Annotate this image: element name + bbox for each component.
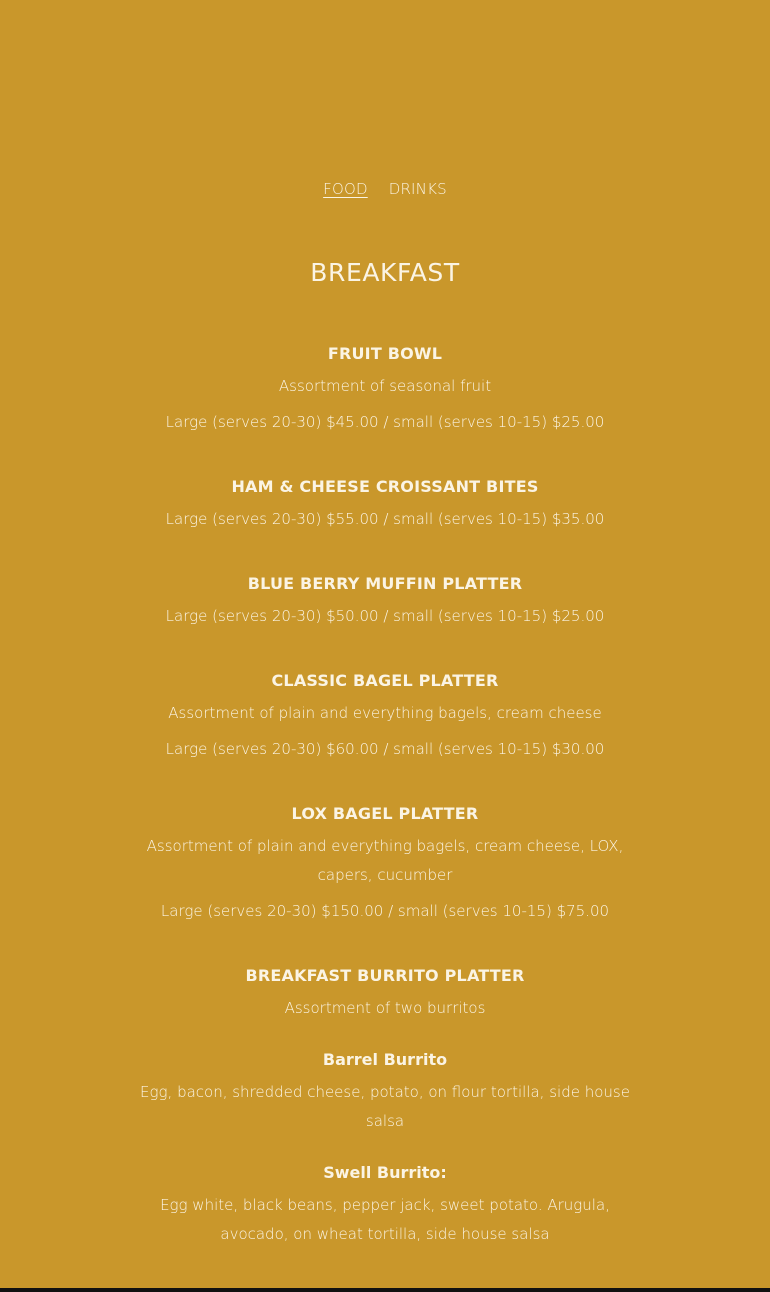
menu-item bbox=[125, 669, 645, 764]
section-title: BREAKFAST bbox=[310, 258, 460, 287]
menu-item-price: Large (serves 20-30) $55.00 / small (serves 10-15) $35.00 bbox=[165, 510, 605, 528]
burrito-name: Swell Burrito: bbox=[323, 1163, 447, 1182]
menu-item-name: CLASSIC BAGEL PLATTER bbox=[271, 671, 499, 690]
menu-item-name: BLUE BERRY MUFFIN PLATTER bbox=[247, 574, 523, 593]
menu-item-list bbox=[125, 342, 645, 1287]
menu-item-name: FRUIT BOWL bbox=[327, 344, 443, 363]
menu-item-name: LOX BAGEL PLATTER bbox=[291, 804, 479, 823]
menu-item-price: Large (serves 20-30) $50.00 / small (serves 10-15) $25.00 bbox=[165, 607, 605, 625]
menu-item bbox=[125, 802, 645, 926]
burrito-name: Barrel Burrito bbox=[322, 1050, 448, 1069]
bottom-edge-bar bbox=[0, 1288, 770, 1292]
burrito-item bbox=[125, 1161, 645, 1249]
tab-food[interactable]: FOOD bbox=[323, 180, 368, 198]
menu-item bbox=[125, 572, 645, 631]
menu-item bbox=[125, 342, 645, 437]
burrito-item bbox=[125, 1048, 645, 1136]
menu-tabs bbox=[0, 180, 770, 198]
menu-item-price: Large (serves 20-30) $60.00 / small (serves 10-15) $30.00 bbox=[165, 740, 605, 758]
menu-item-description: Assortment of two burritos bbox=[284, 999, 486, 1017]
burrito-description: Egg white, black beans, pepper jack, sweet potato. Arugula, avocado, on wheat tortilla, side house salsa bbox=[160, 1196, 610, 1243]
menu-item bbox=[125, 964, 645, 1249]
menu-item-description: Assortment of plain and everything bagels, cream cheese bbox=[168, 704, 602, 722]
burrito-description: Egg, bacon, shredded cheese, potato, on flour tortilla, side house salsa bbox=[140, 1083, 630, 1130]
menu-item-description: Assortment of plain and everything bagels, cream cheese, LOX, capers, cucumber bbox=[146, 837, 624, 884]
menu-item-name: BREAKFAST BURRITO PLATTER bbox=[245, 966, 525, 985]
menu-item-name: HAM & CHEESE CROISSANT BITES bbox=[231, 477, 539, 496]
menu-item-price: Large (serves 20-30) $45.00 / small (serves 10-15) $25.00 bbox=[165, 413, 605, 431]
menu-item-description: Assortment of seasonal fruit bbox=[278, 377, 492, 395]
menu-item bbox=[125, 475, 645, 534]
menu-item-price: Large (serves 20-30) $150.00 / small (serves 10-15) $75.00 bbox=[160, 902, 610, 920]
tab-drinks[interactable]: DRINKS bbox=[388, 180, 447, 198]
